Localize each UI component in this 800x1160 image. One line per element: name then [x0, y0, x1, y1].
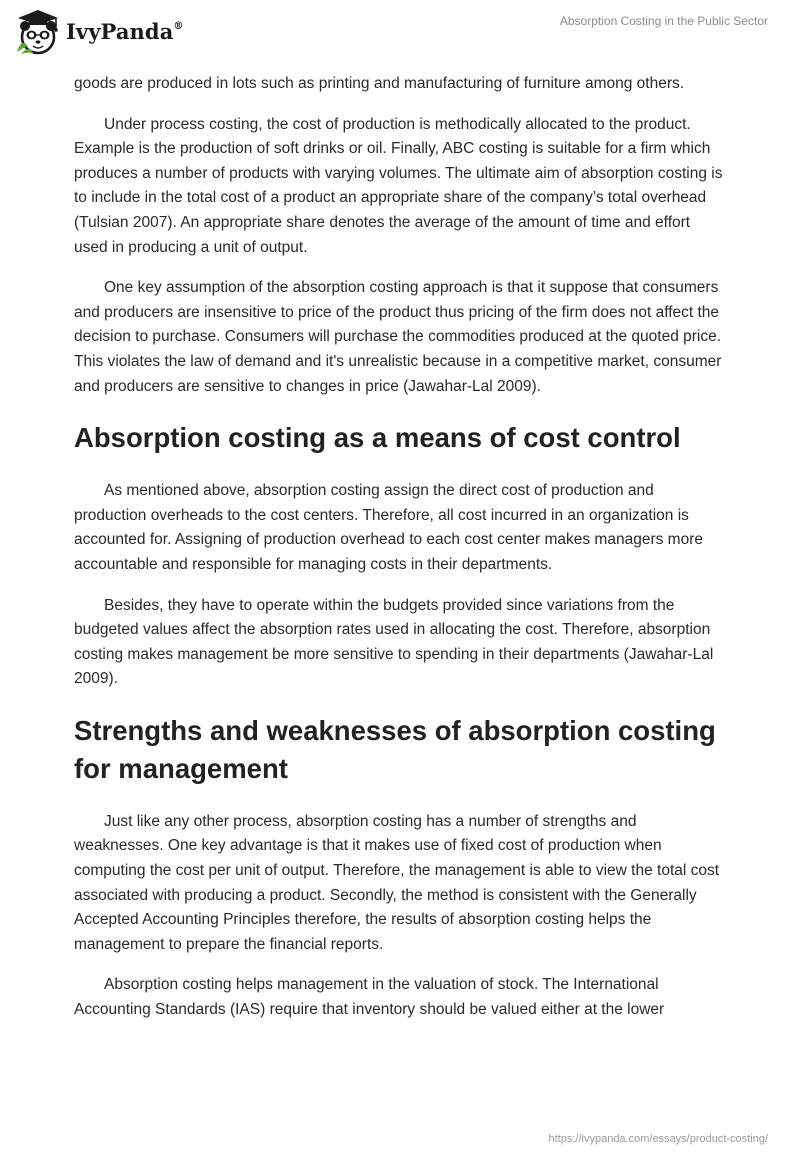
- ivypanda-logo-link[interactable]: [14, 8, 184, 56]
- paragraph: Absorption costing helps management in the valuation of stock. The International Accounting Standards (IAS) require that inventory should be valued either at the lower: [74, 976, 665, 1019]
- document-title: Absorption Costing in the Public Sector: [559, 14, 768, 28]
- panda-graduate-icon: [14, 8, 62, 56]
- paragraph: Under process costing, the cost of production is methodically allocated to the product. Example is the production of soft drinks or oil. Finally, ABC costing is suitable for a firm which produces a number of products with varying volumes. The ultimate aim of absorption costing is to include in the total cost of a product an appropriate share of the company’s total overhead (Tulsian 2007). An appropriate share denotes the average of the amount of time and effort used in producing a unit of output.: [74, 115, 723, 256]
- source-url-link[interactable]: https://ivypanda.com/essays/product-costing/: [548, 1133, 768, 1145]
- logo-wordmark: IvyPanda®: [66, 18, 184, 44]
- paragraph: One key assumption of the absorption costing approach is that it suppose that consumers and producers are insensitive to price of the product thus pricing of the firm does not affect the decision to purchase. Consumers will purchase the commodities produced at the quoted price. This violates the law of demand and it's unrealistic because in a competitive market, consumer and producers are sensitive to changes in price (Jawahar-Lal 2009).: [74, 279, 722, 395]
- section-heading: Absorption costing as a means of cost control: [74, 422, 681, 454]
- page-header: [0, 0, 800, 70]
- paragraph: Just like any other process, absorption costing has a number of strengths and weaknesses. One key advantage is that it makes use of fixed cost of production when computing the cost per unit of output. Therefore, the management is able to view the total cost associated with producing a product. Secondly, the method is consistent with the Generally Accepted Accounting Principles therefore, the results of absorption costing helps the management to prepare the financial reports.: [74, 812, 720, 953]
- essay-body: [74, 72, 724, 1039]
- section-heading: Strengths and weaknesses of absorption costing for management: [74, 714, 716, 784]
- paragraph: Besides, they have to operate within the budgets provided since variations from the budgeted values affect the absorption rates used in allocating the cost. Therefore, absorption costing makes management be more sensitive to spending in their departments (Jawahar-Lal 2009).: [74, 596, 714, 688]
- paragraph: goods are produced in lots such as printing and manufacturing of furniture among others.: [74, 75, 685, 92]
- paragraph: As mentioned above, absorption costing assign the direct cost of production and production overheads to the cost centers. Therefore, all cost incurred in an organization is accounted for. Assigning of production overhead to each cost center makes managers more accountable and responsible for managing costs in their departments.: [74, 482, 703, 573]
